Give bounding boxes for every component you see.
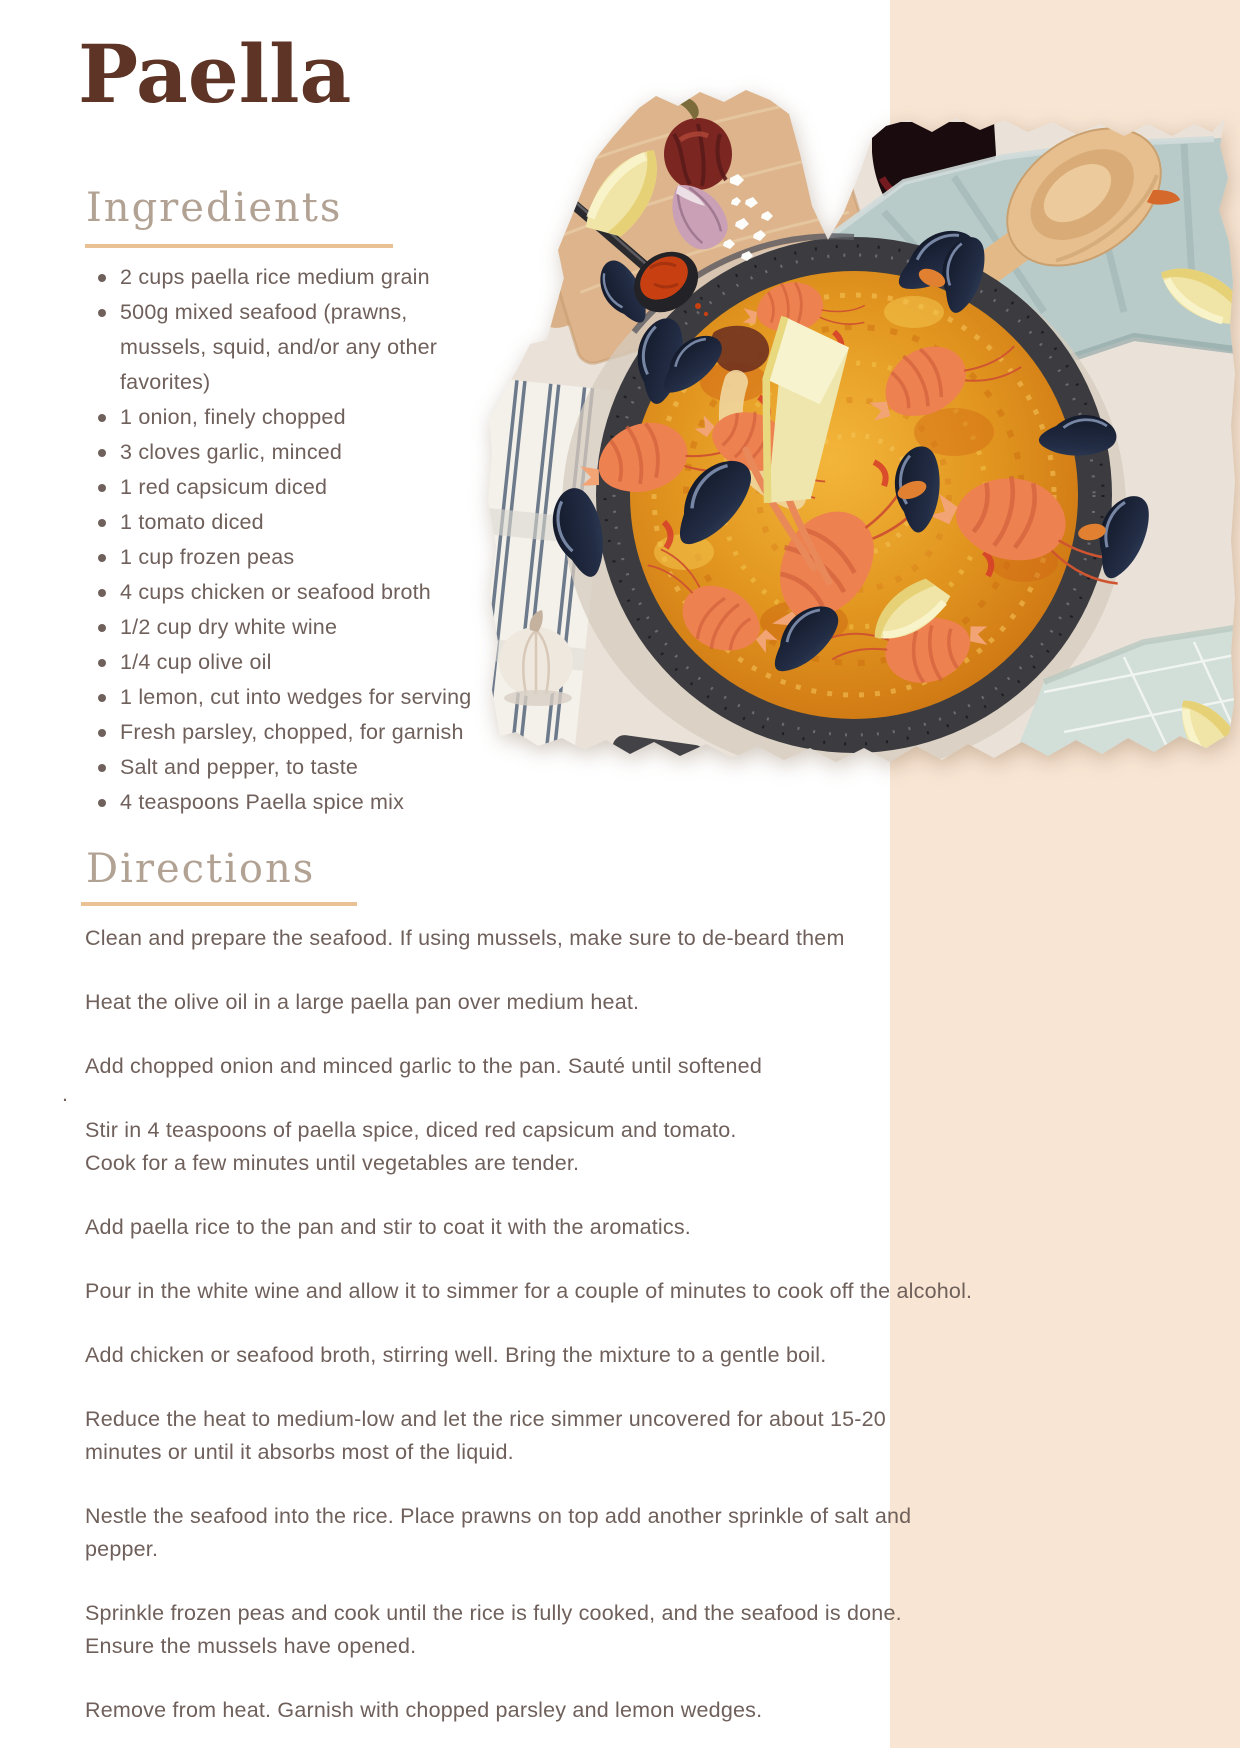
ingredient-item (85, 645, 555, 680)
ingredient-item-line: 3 cloves garlic, minced (85, 435, 555, 470)
ingredient-item (85, 680, 555, 715)
direction-paragraph-line: Sprinkle frozen peas and cook until the rice is fully cooked, and the seafood is done. (85, 1601, 902, 1625)
ingredients-underline (85, 244, 393, 248)
direction-paragraph-line: pepper. (85, 1537, 159, 1561)
ingredient-item-line: 500g mixed seafood (prawns, (85, 295, 555, 330)
ingredient-item (85, 260, 555, 295)
direction-paragraph-line: Ensure the mussels have opened. (85, 1634, 417, 1658)
direction-paragraph (85, 1694, 1165, 1727)
ingredient-item (85, 750, 555, 785)
direction-paragraph-line: Heat the olive oil in a large paella pan over medium heat. (85, 990, 640, 1014)
direction-paragraph (85, 1403, 1165, 1469)
ingredient-item-line: 1/2 cup dry white wine (85, 610, 555, 645)
ingredient-item (85, 295, 555, 400)
ingredient-item-line: 1 red capsicum diced (85, 470, 555, 505)
direction-paragraph (85, 1500, 1165, 1566)
paella-photo (484, 82, 1240, 782)
page-title: Paella (78, 27, 352, 121)
direction-paragraph (85, 1211, 1165, 1244)
ingredient-item-line: 4 teaspoons Paella spice mix (85, 785, 555, 820)
direction-paragraph-line: Cook for a few minutes until vegetables are tender. (85, 1151, 580, 1175)
direction-paragraph (85, 986, 1165, 1019)
ingredient-item-line: 2 cups paella rice medium grain (85, 260, 555, 295)
direction-paragraph-line: Add chopped onion and minced garlic to the pan. Sauté until softened (85, 1054, 762, 1078)
direction-paragraph (85, 1275, 1165, 1308)
direction-paragraph-line: Clean and prepare the seafood. If using mussels, make sure to de-beard them (85, 926, 845, 950)
direction-paragraph (85, 1050, 1165, 1083)
directions-heading: Directions (86, 846, 316, 892)
direction-paragraph-line: Remove from heat. Garnish with chopped parsley and lemon wedges. (85, 1698, 763, 1722)
ingredients-heading: Ingredients (86, 185, 343, 231)
paella-photo-illustration (484, 82, 1240, 782)
stray-period: . (62, 1082, 68, 1106)
ingredient-item (85, 575, 555, 610)
ingredient-item (85, 470, 555, 505)
direction-paragraph (85, 1114, 1165, 1180)
ingredient-item-line: 1/4 cup olive oil (85, 645, 555, 680)
ingredient-item-line: mussels, squid, and/or any other (120, 335, 438, 359)
ingredient-item (85, 715, 555, 750)
direction-paragraph (85, 1339, 1165, 1372)
ingredient-item (85, 785, 555, 820)
ingredient-item-line: Fresh parsley, chopped, for garnish (85, 715, 555, 750)
ingredient-item (85, 540, 555, 575)
ingredient-item (85, 400, 555, 435)
direction-paragraph-line: Add paella rice to the pan and stir to coat it with the aromatics. (85, 1215, 691, 1239)
ingredient-item-line: Salt and pepper, to taste (85, 750, 555, 785)
ingredient-item (85, 610, 555, 645)
direction-paragraph (85, 922, 1165, 955)
direction-paragraph-line: Nestle the seafood into the rice. Place prawns on top add another sprinkle of salt and (85, 1504, 912, 1528)
ingredient-item-line: 1 lemon, cut into wedges for serving (85, 680, 555, 715)
direction-paragraph (85, 1597, 1165, 1663)
direction-paragraph-line: minutes or until it absorbs most of the liquid. (85, 1440, 514, 1464)
ingredient-item-line: 1 onion, finely chopped (85, 400, 555, 435)
ingredient-item (85, 505, 555, 540)
direction-paragraph-line: Pour in the white wine and allow it to simmer for a couple of minutes to cook off the alcohol. (85, 1279, 973, 1303)
direction-paragraph-line: Reduce the heat to medium-low and let the rice simmer uncovered for about 15-20 (85, 1407, 886, 1431)
ingredient-item (85, 435, 555, 470)
direction-paragraph-line: Add chicken or seafood broth, stirring well. Bring the mixture to a gentle boil. (85, 1343, 827, 1367)
ingredients-list (85, 260, 555, 820)
ingredient-item-line: favorites) (120, 370, 211, 394)
directions-list (85, 922, 1165, 1748)
directions-underline (81, 902, 357, 906)
direction-paragraph-line: Stir in 4 teaspoons of paella spice, diced red capsicum and tomato. (85, 1118, 737, 1142)
ingredient-item-line: 4 cups chicken or seafood broth (85, 575, 555, 610)
ingredient-item-line: 1 cup frozen peas (85, 540, 555, 575)
ingredient-item-line: 1 tomato diced (85, 505, 555, 540)
